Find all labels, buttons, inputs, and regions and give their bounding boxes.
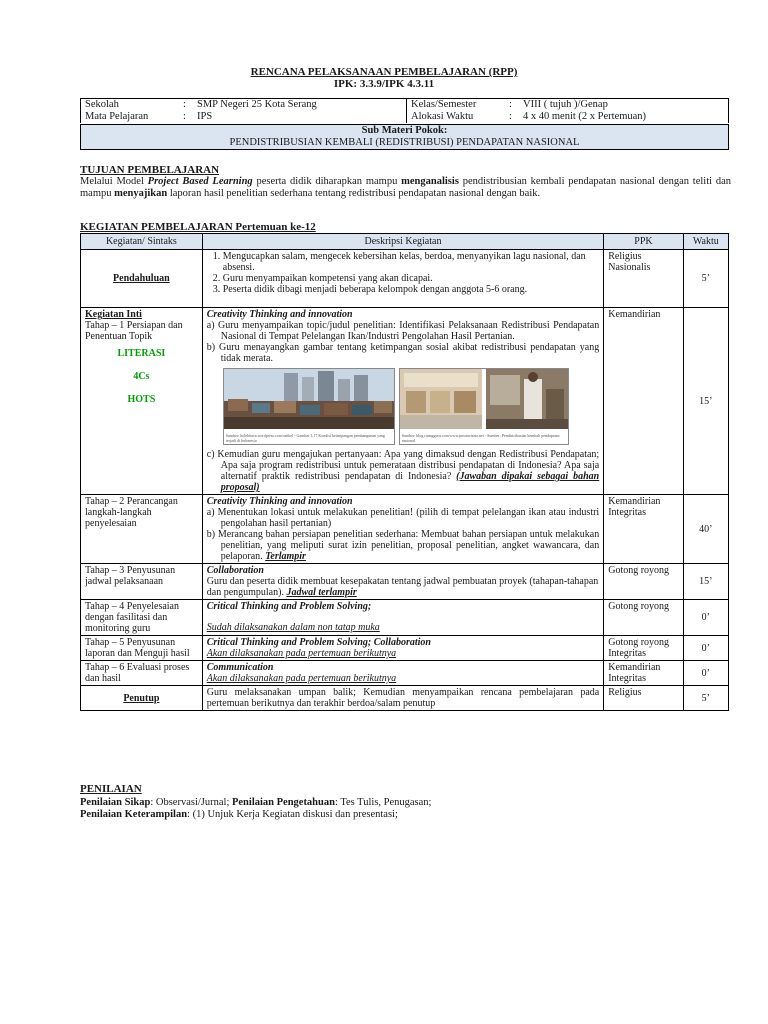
table-header-row xyxy=(81,234,729,250)
photo-caption: Sumber: blog.ruangguru.com/www.pusatwisata.net - Sumber: Pendistribusian kembali pendapatan nasional xyxy=(401,433,560,443)
info-table xyxy=(80,98,729,123)
literasi-label: LITERASI 4Cs HOTS xyxy=(117,348,166,405)
tahap-cell: Tahap – 6 Evaluasi proses dan hasil xyxy=(81,661,203,686)
photo-slum xyxy=(223,368,395,445)
pendahuluan-desc xyxy=(202,250,603,308)
waktu-cell: 15’ xyxy=(683,308,728,495)
sekolah-value: SMP Negeri 25 Kota Serang xyxy=(193,99,407,112)
skill-label: Critical Thinking and Problem Solving; xyxy=(206,601,372,612)
table-row xyxy=(81,686,729,711)
photo-panel xyxy=(223,368,599,445)
penutup-desc: Guru melaksanakan umpan balik; Kemudian menyampaikan rencana pembelajaran pada pertemuan berikutnya dan terakhir berdoa/salam penutup xyxy=(202,686,603,711)
stage-inti xyxy=(81,308,203,495)
list-item: 1. Mengucapkan salam, mengecek kebersihan kelas, berdoa, menyanyikan lagu nasional, dan absensi. xyxy=(223,251,599,273)
mall-market-image xyxy=(400,369,568,429)
col-header-ppk: PPK xyxy=(604,234,683,250)
tahap-cell: Tahap – 2 Perancangan langkah-langkah penyelesaian xyxy=(81,495,203,564)
col-header-sintaks: Kegiatan/ Sintaks xyxy=(81,234,203,250)
penilaian-heading: PENILAIAN xyxy=(80,783,142,795)
ppk-cell: Kemandirian Integritas xyxy=(604,495,683,564)
kegiatan-table xyxy=(80,233,729,711)
document-subtitle: IPK: 3.3.9/IPK 4.3.11 xyxy=(333,78,435,90)
skill-label: Critical Thinking and Problem Solving; Collaboration xyxy=(206,637,431,648)
table-row xyxy=(81,495,729,564)
waktu-cell: 0’ xyxy=(683,661,728,686)
list-item: a) Guru menyampaikan topic/judul penelitian: Identifikasi Pelaksanaan Redistribusi Pendapatan Nasional di Tempat Pelelangan Ikan/Industri Pengolahan Hasil Pertanian. xyxy=(206,320,600,342)
sub-materi-heading: Sub Materi Pokok: xyxy=(361,125,448,136)
tahap2-desc xyxy=(202,495,603,564)
colon: : xyxy=(505,99,519,112)
ppk-cell: Gotong royong xyxy=(604,600,683,636)
photo-pair xyxy=(399,368,569,445)
desc-text: Guru dan peserta didik membuat kesepakatan tentang jadwal pembuatan proyek (tahapan-tahapan dan pengumpulan). Jadwal terlampir xyxy=(206,576,599,598)
tahap6-desc xyxy=(202,661,603,686)
skill-label: Communication xyxy=(206,662,274,673)
inti-label: Kegiatan Inti xyxy=(85,309,142,320)
table-row xyxy=(81,250,729,308)
table-row xyxy=(81,308,729,495)
slum-city-image xyxy=(224,369,394,429)
waktu-cell: 40’ xyxy=(683,495,728,564)
kegiatan-heading: KEGIATAN PEMBELAJARAN Pertemuan ke-12 xyxy=(80,221,316,233)
col-header-waktu: Waktu xyxy=(683,234,728,250)
tahap-cell: Tahap – 4 Penyelesaian dengan fasilitasi dan monitoring guru xyxy=(81,600,203,636)
tahap5-desc xyxy=(202,636,603,661)
list-item: a) Menentukan lokasi untuk melakukan penelitian! (pilih di tempat pelelangan ikan atau industri pengolahan hasil pertanian) xyxy=(206,507,600,529)
ppk-cell: Religius xyxy=(604,686,683,711)
mapel-value: IPS xyxy=(193,111,407,123)
table-row xyxy=(81,661,729,686)
ppk-cell: Gotong royong xyxy=(604,564,683,600)
col-header-deskripsi: Deskripsi Kegiatan xyxy=(202,234,603,250)
waktu-cell: 0’ xyxy=(683,636,728,661)
kelas-value: VIII ( tujuh )/Genap xyxy=(519,99,729,112)
tahap-cell: Tahap – 3 Penyusunan jadwal pelaksanaan xyxy=(81,564,203,600)
tujuan-paragraph: Melalui Model Project Based Learning peserta didik diharapkan mampu menganalisis pendistribusian kembali pendapatan nasional dengan teliti dan mampu menyajikan laporan hasil penelitian sederhana tentang redistribusi pendapatan nasional dengan baik. xyxy=(80,176,731,199)
table-row xyxy=(81,600,729,636)
waktu-cell: 0’ xyxy=(683,600,728,636)
ppk-cell: Kemandirian Integritas xyxy=(604,661,683,686)
tahap4-desc xyxy=(202,600,603,636)
desc-text: Akan dilaksanakan pada pertemuan berikutnya xyxy=(206,648,397,659)
ppk-cell: Kemandirian xyxy=(604,308,683,495)
list-item: b) Merancang bahan persiapan penelitian sederhana: Membuat bahan persiapan untuk melakukan penelitian, yang meliputi surat izin penelitian, proposal penelitian, angket wawancara, dan pelaporan. Terlampir xyxy=(206,529,600,562)
document-title: RENCANA PELAKSANAAN PEMBELAJARAN (RPP) xyxy=(250,66,518,78)
ppk-cell: Gotong royong Integritas xyxy=(604,636,683,661)
list-item: b) Guru menayangkan gambar tentang ketimpangan sosial akibat redistribusi pendapatan yang tidak merata. xyxy=(206,342,600,364)
tahap3-desc xyxy=(202,564,603,600)
waktu-cell: 5’ xyxy=(683,686,728,711)
desc-text: Akan dilaksanakan pada pertemuan berikutnya xyxy=(206,673,397,684)
colon: : xyxy=(179,99,193,112)
ppk-cell: Religius Nasionalis xyxy=(604,250,683,308)
sub-materi-box xyxy=(80,124,729,150)
photo-caption: Sumber: bolehbaca.wordpress.com/artikel - Gambar 3.17 Kondisi ketimpangan pembangunan yang terjadi di Indonesia xyxy=(225,433,385,443)
kelas-label: Kelas/Semester xyxy=(407,99,506,112)
table-row xyxy=(81,636,729,661)
penilaian-line-2: Penilaian Keterampilan: (1) Unjuk Kerja Kegiatan diskusi dan presentasi; xyxy=(80,809,398,820)
waktu-cell: 15’ xyxy=(683,564,728,600)
mapel-label: Mata Pelajaran xyxy=(81,111,180,123)
skill-label: Creativity Thinking and innovation xyxy=(206,309,353,320)
alokasi-value: 4 x 40 menit (2 x Pertemuan) xyxy=(519,111,729,123)
tujuan-heading: TUJUAN PEMBELAJARAN xyxy=(80,164,220,176)
inti-desc xyxy=(202,308,603,495)
penilaian-line-1: Penilaian Sikap: Observasi/Jurnal; Penilaian Pengetahuan: Tes Tulis, Penugasan; xyxy=(80,797,432,808)
colon: : xyxy=(183,111,186,122)
list-item: 2. Guru menyampaikan kompetensi yang akan dicapai. xyxy=(223,273,599,284)
sekolah-label: Sekolah xyxy=(81,99,180,112)
skill-label: Collaboration xyxy=(206,565,264,576)
desc-text: Sudah dilaksanakan dalam non tatap muka xyxy=(206,622,380,633)
stage-penutup: Penutup xyxy=(81,686,203,711)
stage-pendahuluan: Pendahuluan xyxy=(81,250,203,308)
waktu-cell: 5’ xyxy=(683,250,728,308)
list-item: 3. Peserta didik dibagi menjadi beberapa kelompok dengan anggota 5-6 orang. xyxy=(223,284,599,295)
list-item: c) Kemudian guru mengajukan pertanyaan: Apa yang dimaksud dengan Redistribusi Pendapatan; Apa saja program redistribusi untuk pemerataan distribusi pendapatan di Indonesia? Apa saja alternatif praktik redistribusi pendapatan di Indonesia? (Jawaban dipakai sebagai bahan proposal) xyxy=(206,449,600,493)
tahap-label: Tahap – 1 Persiapan dan Penentuan Topik xyxy=(85,320,183,342)
tahap-cell: Tahap – 5 Penyusunan laporan dan Menguji hasil xyxy=(81,636,203,661)
colon: : xyxy=(509,111,512,122)
alokasi-label: Alokasi Waktu xyxy=(411,111,474,122)
table-row xyxy=(81,564,729,600)
skill-label: Creativity Thinking and innovation xyxy=(206,496,353,507)
sub-materi-value: PENDISTRIBUSIAN KEMBALI (REDISTRIBUSI) PENDAPATAN NASIONAL xyxy=(229,137,580,148)
